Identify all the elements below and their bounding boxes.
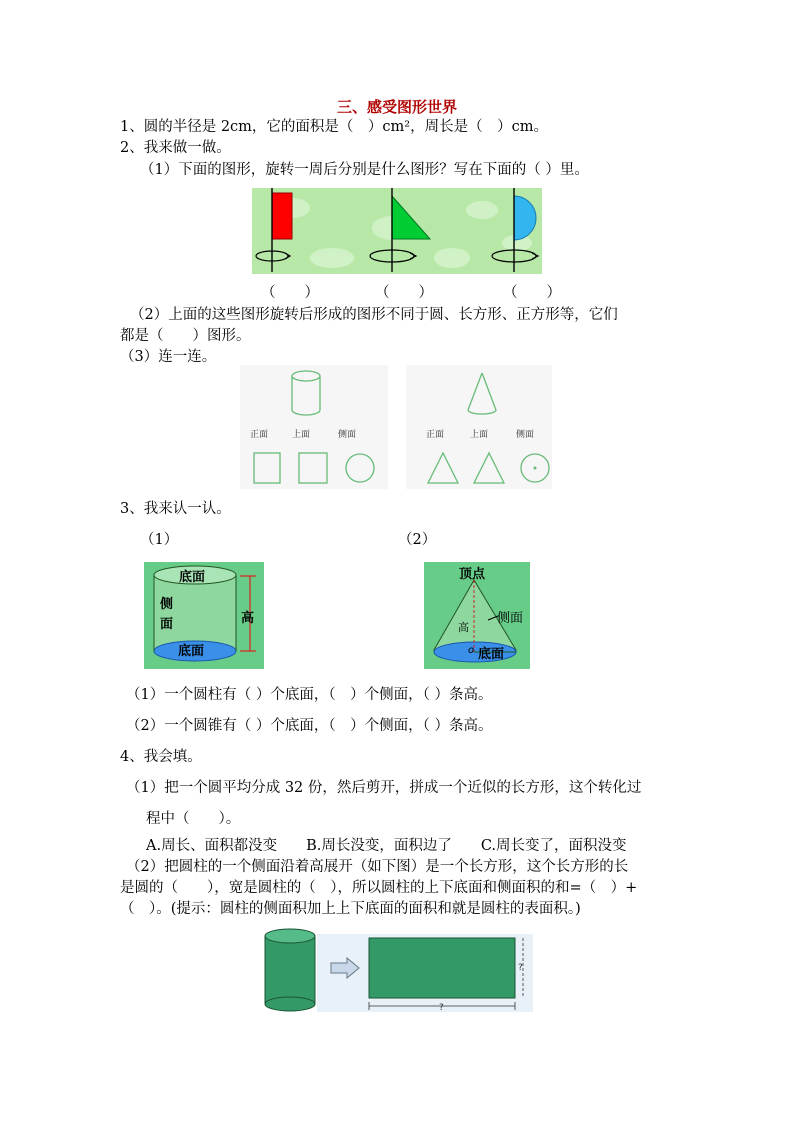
label-front-2: 正面 [426,430,445,440]
page-title: 三、感受图形世界 [336,98,457,116]
unfold-figure [263,926,533,1014]
rotation-figure [252,188,542,274]
question-3-sub-1: （1） [140,532,179,548]
cylinder-3d-icon [265,929,315,1011]
cyl-height-label: 高 [241,611,255,626]
cyl-top-label: 底面 [179,570,206,585]
question-3-line-1: （1）一个圆柱有（ ）个底面，（ ）个侧面，（ ）条高。 [126,687,493,703]
blank-1: （ ） [261,285,319,301]
cyl-side-label-1: 侧 [160,597,174,612]
blank-2: （ ） [375,285,433,301]
question-4-part-1-line-1: （1）把一个圆平均分成 32 份，然后剪开，拼成一个近似的长方形，这个转化过 [126,780,642,796]
question-2-part-2-line-1: （2）上面的这些图形旋转后形成的图形不同于圆、长方形、正方形等，它们 [130,307,618,323]
label-front-1: 正面 [250,430,269,440]
blank-3: （ ） [503,285,561,301]
cone-bottom-label: 底面 [478,647,505,662]
question-2-heading: 2、我来做一做。 [120,140,231,156]
cyl-bottom-label: 底面 [178,644,205,659]
label-top-1: 上面 [292,430,311,440]
question-2-part-1: （1）下面的图形，旋转一周后分别是什么图形？写在下面的（ ）里。 [140,162,589,178]
views-figure [240,365,552,489]
question-4-part-2-line-1: （2）把圆柱的一个侧面沿着高展开（如下图）是一个长方形，这个长方形的长 [126,859,629,875]
cyl-side-label-2: 面 [160,617,174,632]
cone-diagram [424,562,530,669]
question-3-line-2: （2）一个圆锥有（ ）个底面，（ ）个侧面，（ ）条高。 [126,718,493,734]
question-4-heading: 4、我会填。 [120,749,202,765]
question-4-part-2-line-2: 是圆的（ ），宽是圆柱的（ ），所以圆柱的上下底面和侧面积的和=（ ）+ [120,880,638,896]
question-4-options: A.周长、面积都没变 B.周长没变，面积边了 C.周长变了，面积没变 [146,838,627,854]
cone-center-label: o [468,645,475,656]
question-3-sub-2: （2） [398,532,437,548]
cylinder-diagram [144,562,264,669]
label-top-2: 上面 [470,430,489,440]
question-2-part-2-line-2: 都是（ ）图形。 [120,328,251,344]
cone-side-label: 侧面 [497,611,524,626]
label-side-2: 侧面 [516,430,535,440]
unfolded-rectangle [369,938,515,998]
label-side-1: 侧面 [338,430,357,440]
width-question-mark: ? [518,963,523,973]
center-dot-icon [534,467,537,470]
cone-height-label: 高 [458,621,469,634]
question-4-part-2-line-3: （ ）。(提示：圆柱的侧面积加上上下底面的面积和就是圆柱的表面积。) [120,901,581,917]
question-1: 1、圆的半径是 2cm，它的面积是（ ）cm²，周长是（ ）cm。 [120,119,548,135]
question-2-part-3: （3）连一连。 [120,349,217,365]
question-3-heading: 3、我来认一认。 [120,501,231,517]
question-4-part-1-line-2: 程中（ ）。 [146,811,241,827]
cone-apex-label: 顶点 [459,567,486,582]
length-question-mark: ? [439,1003,444,1013]
